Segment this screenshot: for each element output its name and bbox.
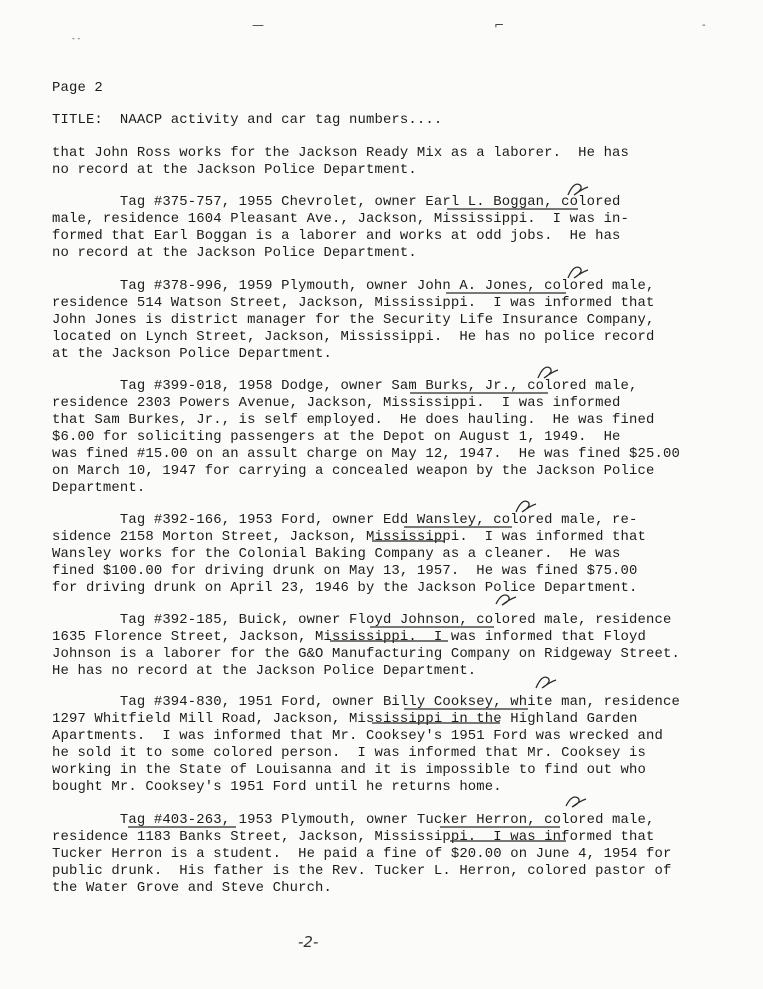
text-line: located on Lynch Street, Jackson, Mississippi. He has no police record xyxy=(52,329,655,345)
text-line: sidence 2158 Morton Street, Jackson, Mississippi. I was informed that xyxy=(52,529,647,545)
text-line: Tag #375-757, 1955 Chevrolet, owner Earl L. Boggan, colored xyxy=(52,194,621,210)
text-line: 1297 Whitfield Mill Road, Jackson, Mississippi in the Highland Garden xyxy=(52,711,638,727)
scan-mark: — xyxy=(252,18,264,32)
check-mark xyxy=(536,677,556,688)
page-folio: -2- xyxy=(298,933,319,951)
text-line: bought Mr. Cooksey's 1951 Ford until he returns home. xyxy=(52,779,502,795)
text-line: John Jones is district manager for the Security Life Insurance Company, xyxy=(52,312,655,328)
text-line: Tag #394-830, 1951 Ford, owner Billy Cooksey, white man, residence xyxy=(52,694,680,710)
text-line: that Sam Burkes, Jr., is self employed. He does hauling. He was fined xyxy=(52,412,655,428)
page-label: Page 2 xyxy=(52,80,103,96)
text-line: Tucker Herron is a student. He paid a fine of $20.00 on June 4, 1954 for xyxy=(52,846,672,862)
text-line: no record at the Jackson Police Department. xyxy=(52,245,417,261)
text-line: was fined #15.00 on an assult charge on May 12, 1947. He was fined $25.00 xyxy=(52,446,680,462)
text-line: public drunk. His father is the Rev. Tucker L. Herron, colored pastor of xyxy=(52,863,672,879)
text-line: formed that Earl Boggan is a laborer and works at odd jobs. He has xyxy=(52,228,621,244)
text-line: that John Ross works for the Jackson Ready Mix as a laborer. He has xyxy=(52,145,630,161)
text-line: Tag #392-166, 1953 Ford, owner Edd Wansley, colored male, re- xyxy=(52,512,638,528)
text-line: Department. xyxy=(52,480,146,496)
scan-mark: ⌐ xyxy=(494,18,505,32)
text-line: $6.00 for soliciting passengers at the Depot on August 1, 1949. He xyxy=(52,429,621,445)
text-line: Johnson is a laborer for the G&O Manufacturing Company on Ridgeway Street. xyxy=(52,646,680,662)
text-line: residence 1183 Banks Street, Jackson, Mississippi. I was informed that xyxy=(52,829,655,845)
check-mark xyxy=(538,367,558,378)
document-title: TITLE: NAACP activity and car tag numbers.... xyxy=(52,112,443,128)
text-line: the Water Grove and Steve Church. xyxy=(52,880,333,896)
text-line: on March 10, 1947 for carrying a concealed weapon by the Jackson Police xyxy=(52,463,655,479)
text-line: at the Jackson Police Department. xyxy=(52,346,333,362)
text-line: fined $100.00 for driving drunk on May 13, 1957. He was fined $75.00 xyxy=(52,563,638,579)
text-line: Tag #403-263, 1953 Plymouth, owner Tucker Herron, colored male, xyxy=(52,812,655,828)
text-line: Tag #392-185, Buick, owner Floyd Johnson, colored male, residence xyxy=(52,612,672,628)
scan-mark: - - xyxy=(72,34,81,43)
text-line: male, residence 1604 Pleasant Ave., Jackson, Mississippi. I was in- xyxy=(52,211,630,227)
text-line: Tag #378-996, 1959 Plymouth, owner John A. Jones, colored male, xyxy=(52,278,655,294)
check-mark xyxy=(566,797,586,807)
check-mark xyxy=(516,501,536,512)
text-line: residence 514 Watson Street, Jackson, Mississippi. I was informed that xyxy=(52,295,655,311)
text-line: residence 2303 Powers Avenue, Jackson, Mississippi. I was informed xyxy=(52,395,621,411)
text-line: he sold it to some colored person. I was informed that Mr. Cooksey is xyxy=(52,745,647,761)
scan-mark: - xyxy=(702,20,706,31)
text-line: Tag #399-018, 1958 Dodge, owner Sam Burks, Jr., colored male, xyxy=(52,378,638,394)
check-mark xyxy=(568,267,588,278)
text-line: working in the State of Louisanna and it is impossible to find out who xyxy=(52,762,647,778)
text-line: no record at the Jackson Police Department. xyxy=(52,162,417,178)
text-line: 1635 Florence Street, Jackson, Mississippi. I was informed that Floyd xyxy=(52,629,647,645)
text-line: Apartments. I was informed that Mr. Cooksey's 1951 Ford was wrecked and xyxy=(52,728,663,744)
text-line: He has no record at the Jackson Police Department. xyxy=(52,663,477,679)
text-line: Wansley works for the Colonial Baking Company as a cleaner. He was xyxy=(52,546,621,562)
text-line: for driving drunk on April 23, 1946 by the Jackson Police Department. xyxy=(52,580,638,596)
